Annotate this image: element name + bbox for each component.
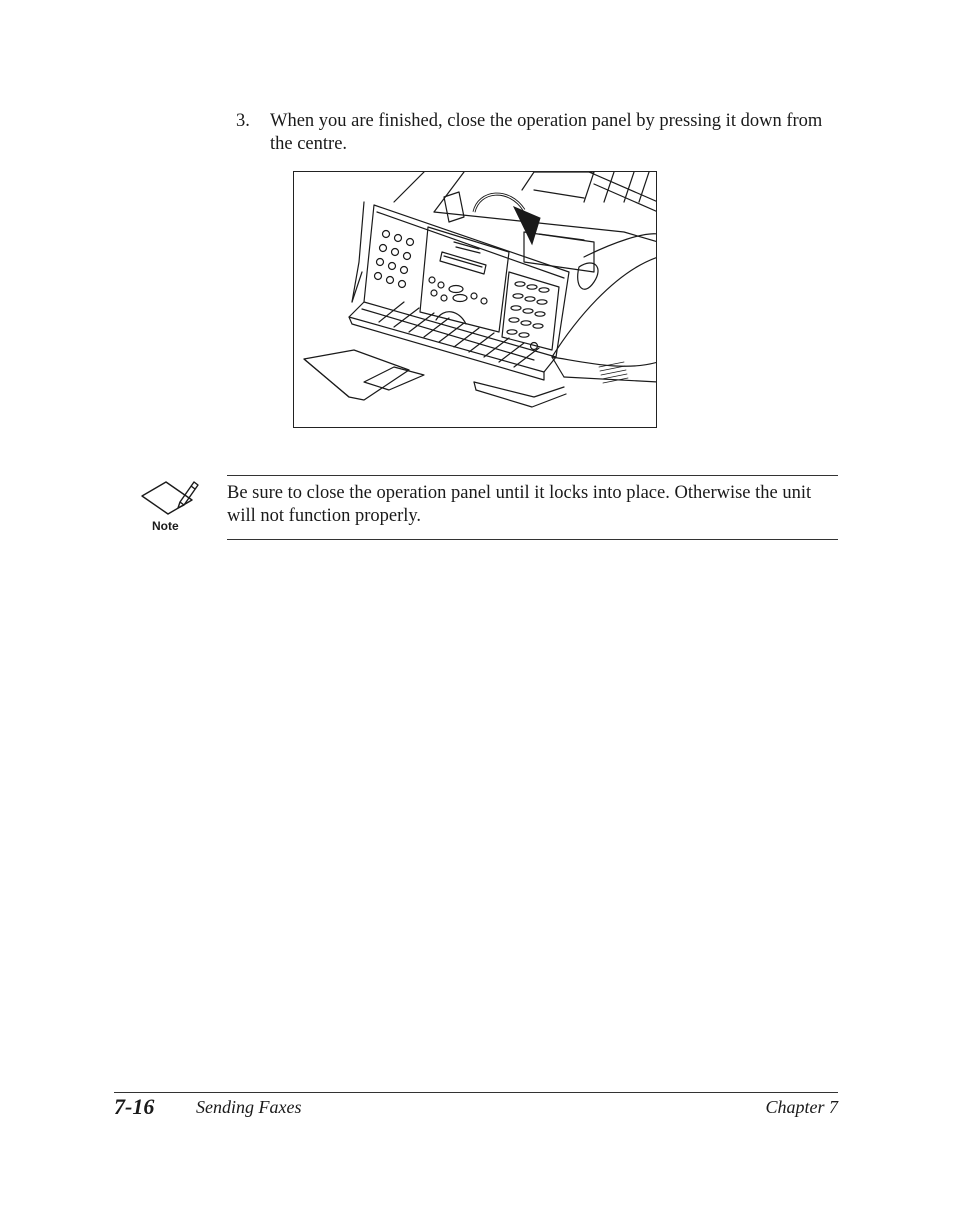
note-rule-bottom bbox=[227, 539, 838, 540]
footer-chapter: Chapter 7 bbox=[765, 1097, 838, 1117]
fax-panel-closing-drawing bbox=[294, 172, 657, 428]
step-number: 3. bbox=[236, 111, 250, 131]
note-label: Note bbox=[152, 519, 179, 533]
step-text: When you are finished, close the operation panel by pressing it down from the centre. bbox=[270, 111, 823, 154]
footer-rule bbox=[114, 1092, 838, 1093]
fax-machine-illustration bbox=[293, 171, 657, 428]
note-text: Be sure to close the operation panel until it locks into place. Otherwise the unit will not function properly. bbox=[227, 483, 812, 526]
page-number: 7-16 bbox=[114, 1094, 155, 1119]
footer-section-title: Sending Faxes bbox=[196, 1097, 302, 1117]
note-rule-top bbox=[227, 475, 838, 476]
